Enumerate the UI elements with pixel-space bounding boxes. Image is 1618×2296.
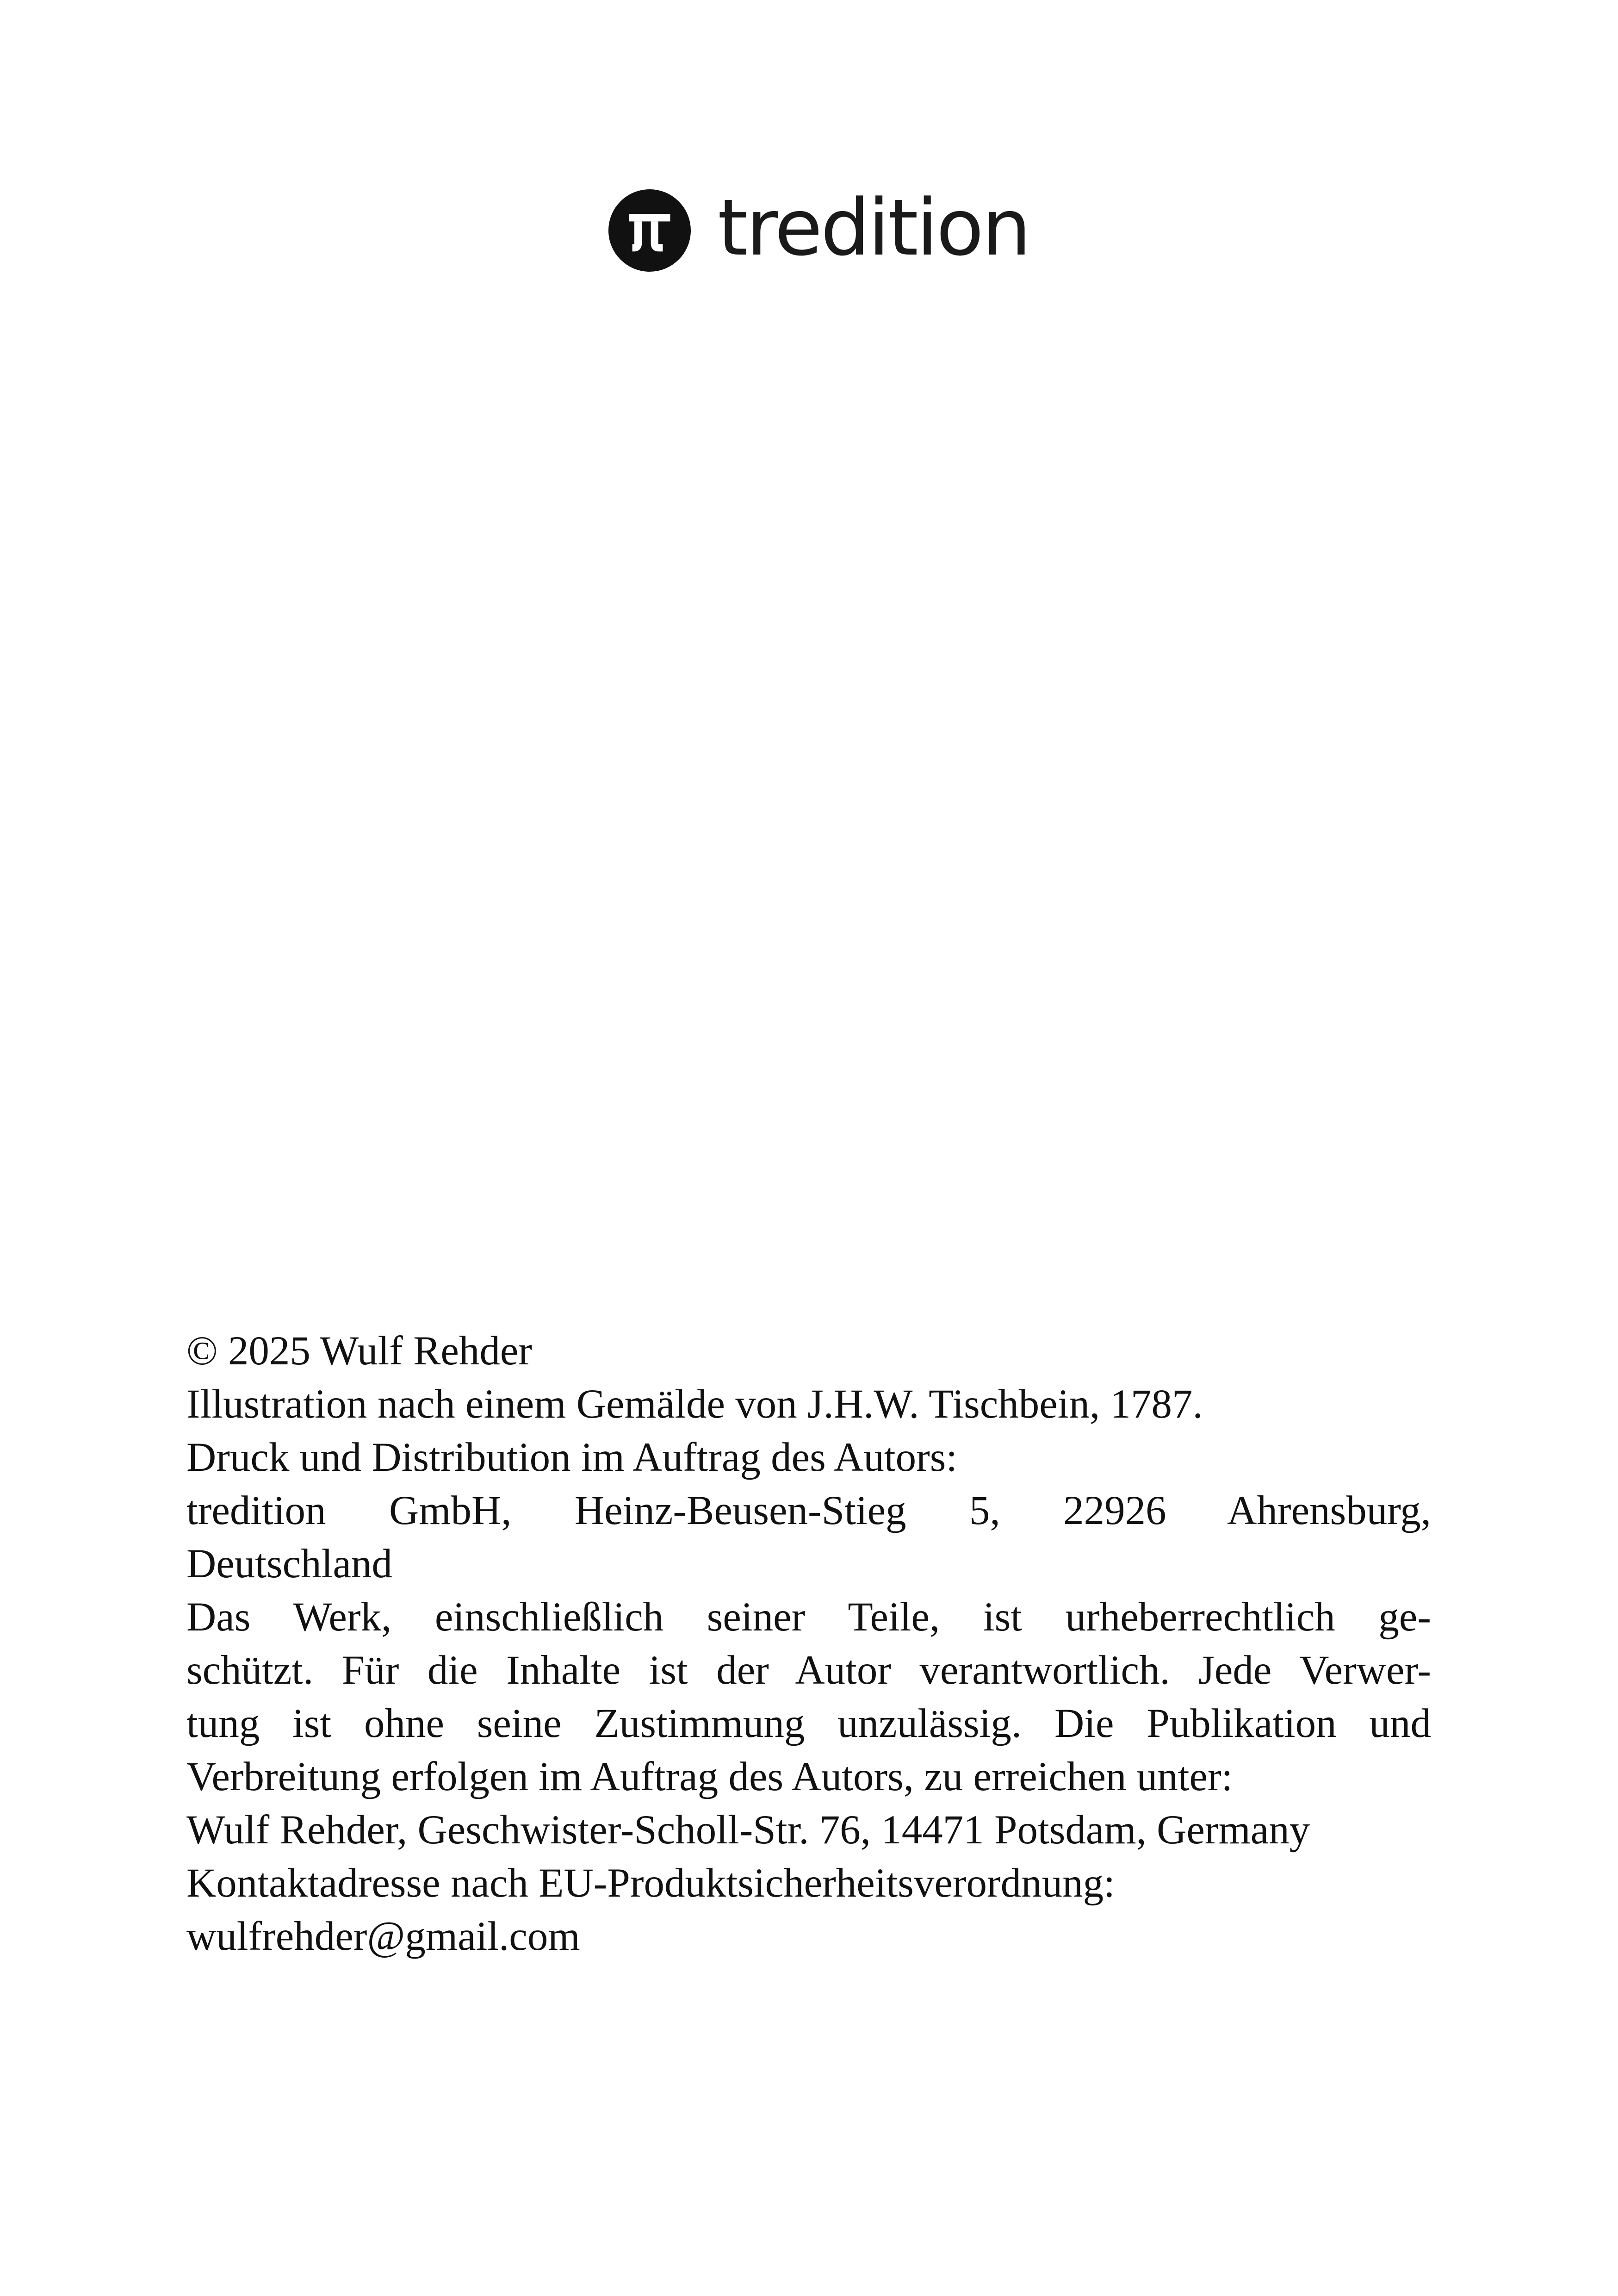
imprint-line: Wulf Rehder, Geschwister-Scholl-Str. 76, 14471 Potsdam, Germany (186, 1807, 1310, 1853)
imprint-line: Kontaktadresse nach EU-Produktsicherheitsverordnung: (186, 1860, 1115, 1906)
imprint-line: © 2025 Wulf Rehder (186, 1328, 533, 1374)
imprint-line: schützt. Für die Inhalte ist der Autor verantwortlich. Jede Verwer- (186, 1648, 1431, 1693)
tredition-logo-icon (608, 189, 691, 272)
publisher-wordmark: tredition (718, 182, 1029, 273)
imprint-line: tung ist ohne seine Zustimmung unzulässig. Die Publikation und (186, 1701, 1431, 1746)
imprint-line: tredition GmbH, Heinz-Beusen-Stieg 5, 22926 Ahrensburg, (186, 1488, 1431, 1533)
imprint-block (186, 1325, 1431, 1963)
publisher-logo (608, 182, 1029, 273)
imprint-line: Illustration nach einem Gemälde von J.H.W. Tischbein, 1787. (186, 1381, 1203, 1427)
imprint-line: Druck und Distribution im Auftrag des Autors: (186, 1435, 958, 1480)
imprint-line: wulfrehder@gmail.com (186, 1914, 580, 1959)
imprint-line: Verbreitung erfolgen im Auftrag des Autors, zu erreichen unter: (186, 1754, 1233, 1799)
imprint-line: Deutschland (186, 1541, 392, 1587)
imprint-line: Das Werk, einschließlich seiner Teile, ist urheberrechtlich ge- (186, 1594, 1431, 1640)
